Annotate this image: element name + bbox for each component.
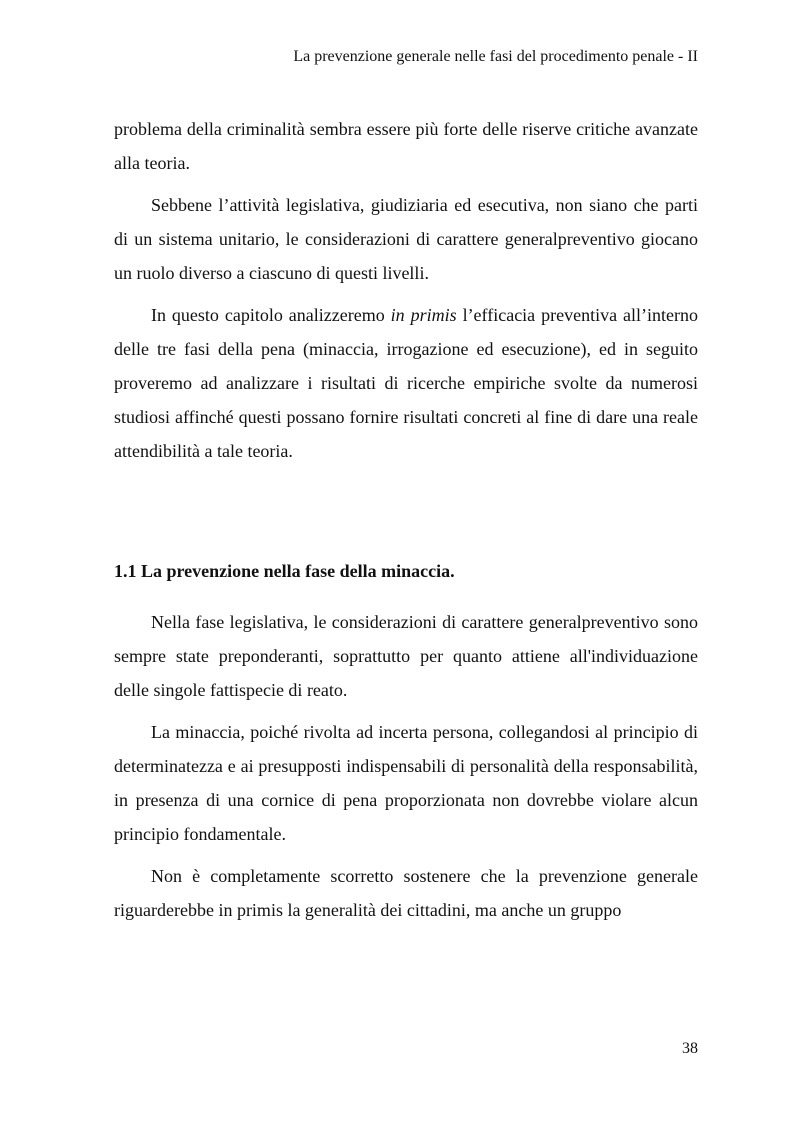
paragraph-continuation: problema della criminalità sembra essere più forte delle riserve critiche avanzate alla teoria.	[114, 119, 698, 173]
paragraph-minaccia: La minaccia, poiché rivolta ad incerta persona, collegandosi al principio di determinatezza e ai presupposti indispensabili di personalità della responsabilità, in presenza di una cornice di pena proporzionata non dovrebbe violare alcun principio fondamentale.	[114, 722, 698, 844]
paragraph-capitolo	[114, 298, 698, 468]
italic-in-primis: in primis	[390, 305, 457, 325]
running-header: La prevenzione generale nelle fasi del procedimento penale - II	[293, 48, 698, 65]
paragraph-fase-legislativa: Nella fase legislativa, le considerazioni di carattere generalpreventivo sono sempre state preponderanti, soprattutto per quanto attiene all'individuazione delle singole fattispecie di reato.	[114, 612, 698, 700]
page-number: 38	[682, 1040, 698, 1057]
section-title: 1.1 La prevenzione nella fase della minaccia.	[114, 561, 455, 581]
paragraph-capitolo-rest: l’efficacia preventiva all’interno delle tre fasi della pena (minaccia, irrogazione ed esecuzione), ed in seguito proveremo ad analizzare i risultati di ricerche empiriche svolte da numerosi studiosi affinché questi possano fornire risultati concreti al fine di dare una reale attendibilità a tale teoria.	[114, 305, 698, 461]
section-spacer	[114, 476, 698, 554]
paragraph-capitolo-start: In questo capitolo analizzeremo	[151, 305, 391, 325]
paragraph-sistema-unitario: Sebbene l’attività legislativa, giudiziaria ed esecutiva, non siano che parti di un sistema unitario, le considerazioni di carattere generalpreventivo giocano un ruolo diverso a ciascuno di questi livelli.	[114, 195, 698, 283]
paragraph-prevenzione-generale: Non è completamente scorretto sostenere che la prevenzione generale riguarderebbe in primis la generalità dei cittadini, ma anche un gruppo	[114, 866, 698, 920]
page-body	[114, 112, 698, 935]
